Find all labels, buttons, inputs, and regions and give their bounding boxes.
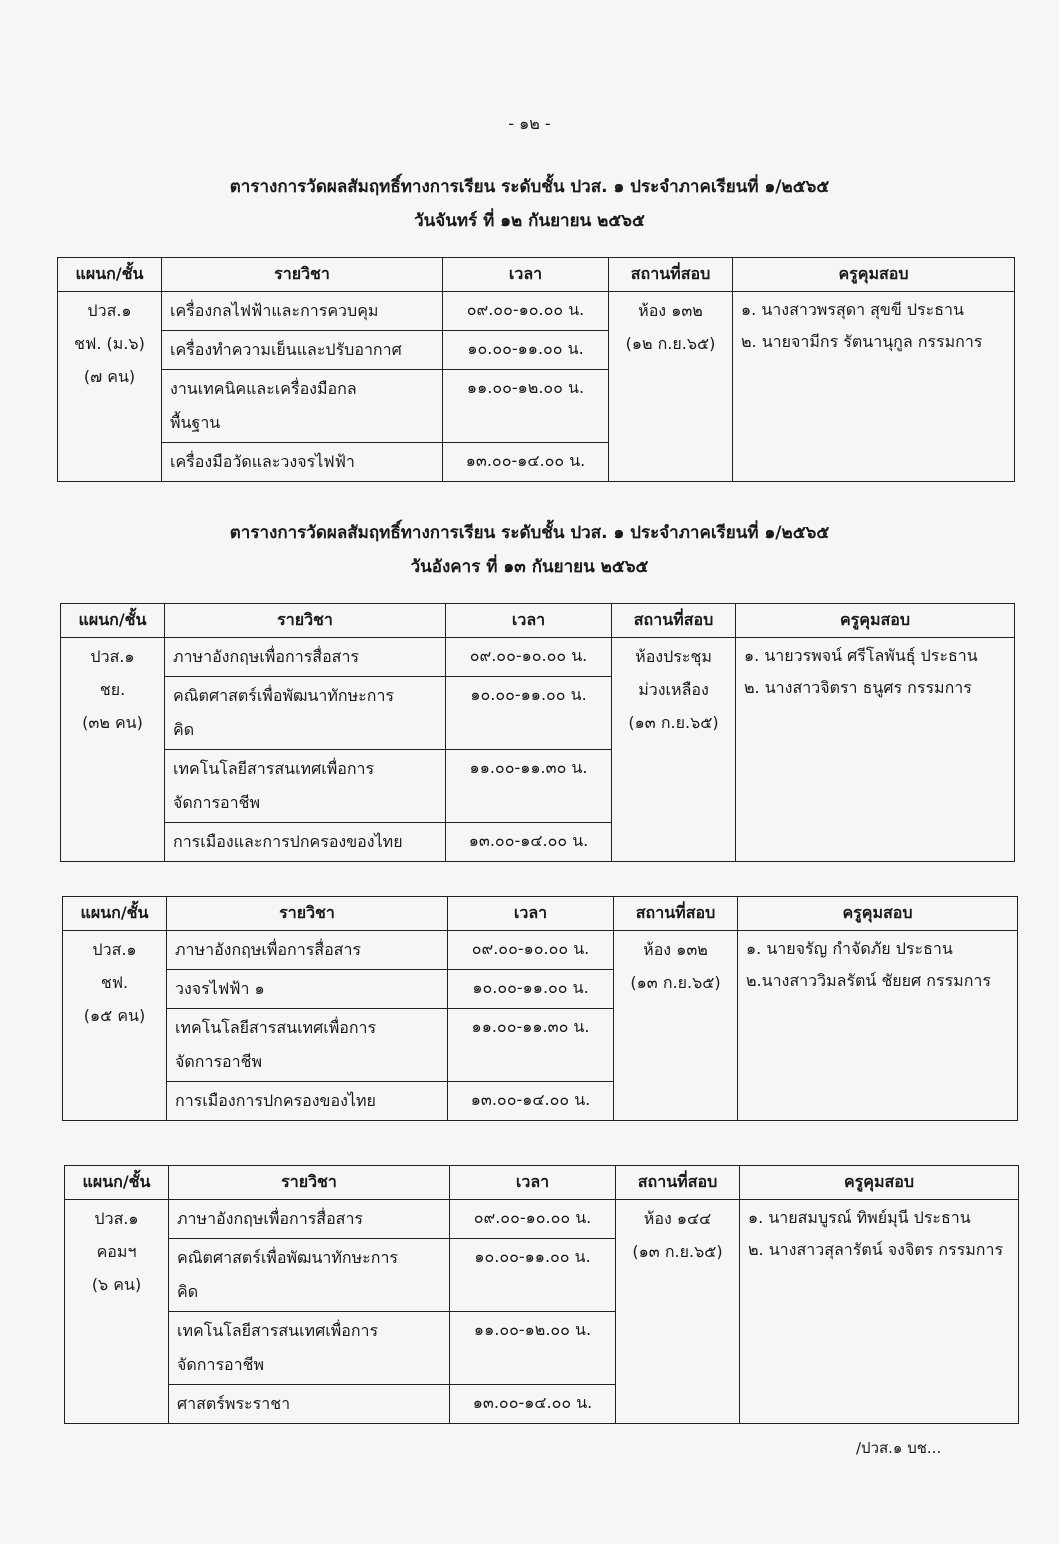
time-cell: ๑๐.๐๐-๑๑.๐๐ น. bbox=[450, 1239, 616, 1312]
subject-line: จัดการอาชีพ bbox=[177, 1355, 265, 1374]
subject-cell bbox=[165, 823, 446, 862]
place-line: (๑๓ ก.ย.๖๕) bbox=[630, 973, 721, 992]
time-cell: ๑๓.๐๐-๑๔.๐๐ น. bbox=[446, 823, 612, 862]
dept-line: (๗ คน) bbox=[83, 367, 136, 386]
place-line: (๑๓ ก.ย.๖๕) bbox=[628, 713, 719, 732]
dept-line: ชฟ. (ม.๖) bbox=[74, 334, 145, 353]
header-row bbox=[65, 1166, 1019, 1200]
time-cell: ๑๑.๐๐-๑๑.๓๐ น. bbox=[446, 750, 612, 823]
proctor-line: ๑. นายวรพจน์ ศรีโลพันธุ์ ประธาน bbox=[744, 646, 978, 665]
subject-line: ศาสตร์พระราชา bbox=[177, 1394, 291, 1413]
section-2-heading bbox=[0, 516, 1059, 584]
time-cell: ๑๐.๐๐-๑๑.๐๐ น. bbox=[448, 970, 614, 1009]
dept-line: ปวส.๑ bbox=[92, 940, 137, 959]
dept-cell bbox=[63, 931, 167, 1121]
subject-cell bbox=[165, 750, 446, 823]
header-row bbox=[58, 258, 1015, 292]
proctor-cell bbox=[736, 638, 1015, 862]
table-row bbox=[61, 638, 1015, 677]
header-subject: รายวิชา bbox=[165, 604, 446, 638]
dept-line: ปวส.๑ bbox=[87, 301, 132, 320]
time-cell: ๑๐.๐๐-๑๑.๐๐ น. bbox=[446, 677, 612, 750]
exam-table-2 bbox=[60, 603, 1015, 862]
subject-cell bbox=[165, 638, 446, 677]
dept-cell bbox=[65, 1200, 169, 1424]
subject-line: การเมืองและการปกครองของไทย bbox=[173, 832, 403, 851]
subject-cell bbox=[162, 370, 443, 443]
proctor-line: ๒.นางสาววิมลรัตน์ ชัยยศ กรรมการ bbox=[746, 971, 991, 990]
time-cell: ๐๙.๐๐-๑๐.๐๐ น. bbox=[443, 292, 609, 331]
time-cell: ๑๑.๐๐-๑๑.๓๐ น. bbox=[448, 1009, 614, 1082]
place-cell bbox=[612, 638, 736, 862]
subject-cell bbox=[165, 677, 446, 750]
table-row bbox=[58, 292, 1015, 331]
table-row bbox=[65, 1200, 1019, 1239]
subject-cell bbox=[167, 931, 448, 970]
header-dept: แผนก/ชั้น bbox=[63, 897, 167, 931]
section-title: ตารางการวัดผลสัมฤทธิ์ทางการเรียน ระดับชั้น ปวส. ๑ ประจำภาคเรียนที่ ๑/๒๕๖๕ bbox=[229, 523, 830, 543]
proctor-line: ๑. นางสาวพรสุดา สุขขี ประธาน bbox=[741, 300, 964, 319]
subject-line: ภาษาอังกฤษเพื่อการสื่อสาร bbox=[173, 647, 360, 666]
header-dept: แผนก/ชั้น bbox=[61, 604, 165, 638]
header-place: สถานที่สอบ bbox=[614, 897, 738, 931]
header-row bbox=[61, 604, 1015, 638]
time-cell: ๑๑.๐๐-๑๒.๐๐ น. bbox=[443, 370, 609, 443]
subject-line: คณิตศาสตร์เพื่อพัฒนาทักษะการ bbox=[177, 1248, 399, 1267]
exam-table-4 bbox=[64, 1165, 1019, 1424]
place-line: ห้อง ๑๓๒ bbox=[643, 940, 708, 959]
subject-line: คณิตศาสตร์เพื่อพัฒนาทักษะการ bbox=[173, 686, 395, 705]
header-time: เวลา bbox=[443, 258, 609, 292]
place-line: ห้องประชุม bbox=[635, 647, 712, 666]
dept-line: (๖ คน) bbox=[91, 1275, 142, 1294]
header-place: สถานที่สอบ bbox=[616, 1166, 740, 1200]
continuation-note: /ปวส.๑ บช... bbox=[856, 1439, 942, 1457]
header-subject: รายวิชา bbox=[167, 897, 448, 931]
time-cell: ๑๓.๐๐-๑๔.๐๐ น. bbox=[450, 1385, 616, 1424]
proctor-line: ๑. นายจรัญ กำจัดภัย ประธาน bbox=[746, 939, 953, 958]
subject-cell bbox=[162, 443, 443, 482]
subject-cell bbox=[162, 331, 443, 370]
header-dept: แผนก/ชั้น bbox=[58, 258, 162, 292]
proctor-line: ๒. นายจามีกร รัตนานุกูล กรรมการ bbox=[741, 332, 983, 351]
subject-line: การเมืองการปกครองของไทย bbox=[175, 1091, 376, 1110]
header-place: สถานที่สอบ bbox=[612, 604, 736, 638]
dept-line: (๑๕ คน) bbox=[83, 1006, 146, 1025]
subject-cell bbox=[169, 1385, 450, 1424]
header-row bbox=[63, 897, 1018, 931]
subject-line: เครื่องกลไฟฟ้าและการควบคุม bbox=[170, 301, 379, 320]
proctor-cell bbox=[740, 1200, 1019, 1424]
subject-cell bbox=[162, 292, 443, 331]
header-time: เวลา bbox=[450, 1166, 616, 1200]
subject-cell bbox=[169, 1312, 450, 1385]
proctor-line: ๒. นางสาวสุลารัตน์ จงจิตร กรรมการ bbox=[748, 1240, 1004, 1259]
subject-line: งานเทคนิคและเครื่องมือกล bbox=[170, 379, 357, 398]
subject-line: เทคโนโลยีสารสนเทศเพื่อการ bbox=[175, 1018, 377, 1037]
exam-table-1 bbox=[57, 257, 1015, 482]
place-line: ห้อง ๑๓๒ bbox=[638, 301, 703, 320]
dept-cell bbox=[61, 638, 165, 862]
subject-cell bbox=[167, 1082, 448, 1121]
subject-line: ภาษาอังกฤษเพื่อการสื่อสาร bbox=[177, 1209, 364, 1228]
section-date: วันอังคาร ที่ ๑๓ กันยายน ๒๕๖๕ bbox=[410, 557, 649, 577]
dept-line: (๓๒ คน) bbox=[82, 713, 143, 732]
place-line: (๑๓ ก.ย.๖๕) bbox=[632, 1242, 723, 1261]
time-cell: ๑๐.๐๐-๑๑.๐๐ น. bbox=[443, 331, 609, 370]
header-proctor: ครูคุมสอบ bbox=[740, 1166, 1019, 1200]
time-cell: ๑๓.๐๐-๑๔.๐๐ น. bbox=[443, 443, 609, 482]
place-line: ห้อง ๑๔๔ bbox=[643, 1209, 712, 1228]
proctor-line: ๑. นายสมบูรณ์ ทิพย์มุนี ประธาน bbox=[748, 1208, 971, 1227]
header-proctor: ครูคุมสอบ bbox=[736, 604, 1015, 638]
subject-line: เครื่องทำความเย็นและปรับอากาศ bbox=[170, 340, 402, 359]
header-time: เวลา bbox=[448, 897, 614, 931]
time-cell: ๑๓.๐๐-๑๔.๐๐ น. bbox=[448, 1082, 614, 1121]
section-1-heading bbox=[0, 170, 1059, 238]
section-title: ตารางการวัดผลสัมฤทธิ์ทางการเรียน ระดับชั้น ปวส. ๑ ประจำภาคเรียนที่ ๑/๒๕๖๕ bbox=[229, 177, 830, 197]
page-number: - ๑๒ - bbox=[508, 114, 551, 133]
subject-line: จัดการอาชีพ bbox=[175, 1052, 263, 1071]
header-proctor: ครูคุมสอบ bbox=[733, 258, 1015, 292]
exam-table-3 bbox=[62, 896, 1018, 1121]
dept-line: ชฟ. bbox=[100, 973, 129, 992]
proctor-line: ๒. นางสาวจิตรา ธนูศร กรรมการ bbox=[744, 678, 972, 697]
subject-cell bbox=[169, 1239, 450, 1312]
proctor-cell bbox=[733, 292, 1015, 482]
section-date: วันจันทร์ ที่ ๑๒ กันยายน ๒๕๖๕ bbox=[414, 211, 645, 231]
dept-line: ชย. bbox=[99, 680, 126, 699]
dept-line: ปวส.๑ bbox=[90, 647, 135, 666]
proctor-cell bbox=[738, 931, 1018, 1121]
subject-line: วงจรไฟฟ้า ๑ bbox=[175, 979, 265, 998]
subject-line: พื้นฐาน bbox=[170, 413, 221, 432]
subject-line: จัดการอาชีพ bbox=[173, 793, 261, 812]
header-dept: แผนก/ชั้น bbox=[65, 1166, 169, 1200]
dept-line: ปวส.๑ bbox=[94, 1209, 139, 1228]
time-cell: ๐๙.๐๐-๑๐.๐๐ น. bbox=[450, 1200, 616, 1239]
subject-line: คิด bbox=[173, 720, 195, 739]
header-time: เวลา bbox=[446, 604, 612, 638]
subject-line: เครื่องมือวัดและวงจรไฟฟ้า bbox=[170, 452, 355, 471]
dept-line: คอมฯ bbox=[96, 1242, 137, 1261]
subject-line: เทคโนโลยีสารสนเทศเพื่อการ bbox=[177, 1321, 379, 1340]
subject-cell bbox=[169, 1200, 450, 1239]
header-proctor: ครูคุมสอบ bbox=[738, 897, 1018, 931]
place-cell bbox=[616, 1200, 740, 1424]
subject-line: คิด bbox=[177, 1282, 199, 1301]
place-line: (๑๒ ก.ย.๖๕) bbox=[625, 334, 716, 353]
place-cell bbox=[609, 292, 733, 482]
header-subject: รายวิชา bbox=[169, 1166, 450, 1200]
time-cell: ๐๙.๐๐-๑๐.๐๐ น. bbox=[448, 931, 614, 970]
place-cell bbox=[614, 931, 738, 1121]
time-cell: ๐๙.๐๐-๑๐.๐๐ น. bbox=[446, 638, 612, 677]
time-cell: ๑๑.๐๐-๑๒.๐๐ น. bbox=[450, 1312, 616, 1385]
subject-cell bbox=[167, 1009, 448, 1082]
subject-line: ภาษาอังกฤษเพื่อการสื่อสาร bbox=[175, 940, 362, 959]
subject-line: เทคโนโลยีสารสนเทศเพื่อการ bbox=[173, 759, 375, 778]
place-line: ม่วงเหลือง bbox=[638, 680, 709, 699]
dept-cell bbox=[58, 292, 162, 482]
table-row bbox=[63, 931, 1018, 970]
header-place: สถานที่สอบ bbox=[609, 258, 733, 292]
subject-cell bbox=[167, 970, 448, 1009]
header-subject: รายวิชา bbox=[162, 258, 443, 292]
